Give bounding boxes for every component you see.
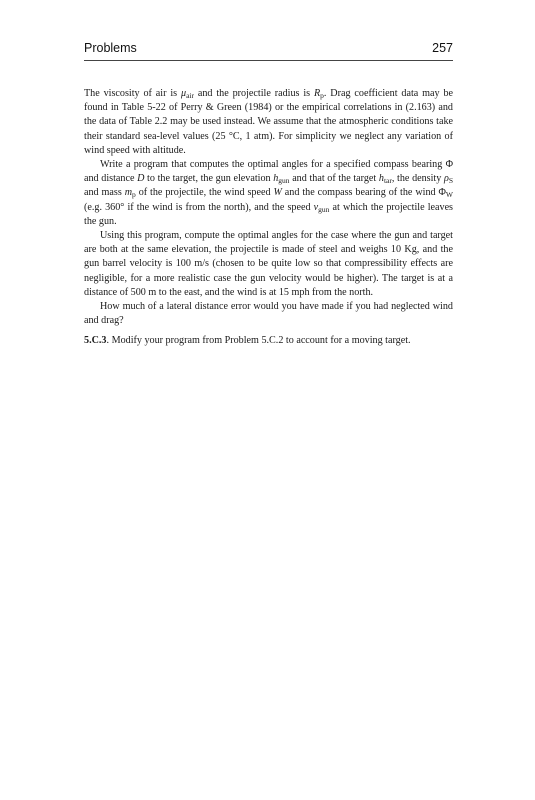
text-run: . Modify your program from Problem 5.C.2 to account for a moving target.: [106, 335, 411, 347]
math-symbol: h: [378, 173, 384, 185]
text-run: , the density: [391, 173, 444, 185]
header-rule: [84, 60, 453, 61]
math-symbol: μ: [180, 88, 187, 99]
problem-statement: [84, 334, 453, 348]
body-paragraph: [84, 87, 453, 158]
text-run: and that of the target: [289, 173, 379, 185]
running-head: [84, 41, 453, 55]
math-symbol: D: [137, 173, 145, 185]
text-run: Write a program that computes the optimal angles for a specified compass bearing Φ and distance: [84, 159, 453, 185]
math-symbol: R: [313, 88, 321, 99]
text-run: and mass: [84, 187, 125, 199]
text-run: . Drag coefficient data may be found in Table 5-22 of Perry & Green (1984) or the empirical correlations in (2.163) and the data of Table 2.2 may be used instead. We assume that the atmospheric conditions take their standard sea-level values (25 °C, 1 atm). For simplicity we neglect any variation of wind speed with altitude.: [84, 88, 453, 156]
page-number: 257: [432, 41, 453, 55]
subscript: W: [445, 190, 453, 200]
body-paragraph: [84, 229, 453, 300]
body-paragraph: [84, 158, 453, 229]
subscript: p: [132, 190, 136, 200]
text-run: How much of a lateral distance error would you have made if you had neglected wind and drag?: [84, 301, 453, 327]
text-run: The viscosity of air is: [84, 88, 181, 99]
text-run: (e.g. 360° if the wind is from the north), and the speed: [84, 201, 314, 213]
body-paragraph: [84, 300, 453, 328]
math-symbol: W: [273, 187, 282, 199]
math-symbol: v: [313, 201, 319, 213]
text-run: Using this program, compute the optimal angles for the case where the gun and target are both at the same elevation, the projectile is made of steel and weighs 10 Kg, and the gun barrel velocity is 100 m/s (chosen to be quite low so that compressibility effects are negligible, for a more realistic case the gun velocity would be higher). The target is at a distance of 500 m to the east, and the wind is at 15 mph from the north.: [84, 230, 453, 298]
text-run: to the target, the gun elevation: [144, 173, 274, 185]
subscript: tar: [383, 176, 392, 186]
subscript: p: [320, 91, 324, 100]
text-run: and the compass bearing of the wind Φ: [281, 187, 446, 199]
subscript: air: [186, 91, 194, 100]
body-text: [84, 87, 453, 349]
problem-number: 5.C.3: [84, 335, 107, 347]
math-symbol: ρ: [443, 173, 449, 185]
text-run: and the projectile radius is: [194, 88, 314, 99]
subscript: gun: [318, 204, 330, 214]
math-symbol: h: [273, 173, 279, 185]
text-run: of the projectile, the wind speed: [135, 187, 274, 199]
subscript: gun: [278, 176, 290, 186]
subscript: S: [448, 176, 454, 186]
math-symbol: m: [124, 187, 133, 199]
text-run: at which the projectile leaves the gun.: [84, 201, 454, 227]
section-title: Problems: [84, 41, 137, 55]
